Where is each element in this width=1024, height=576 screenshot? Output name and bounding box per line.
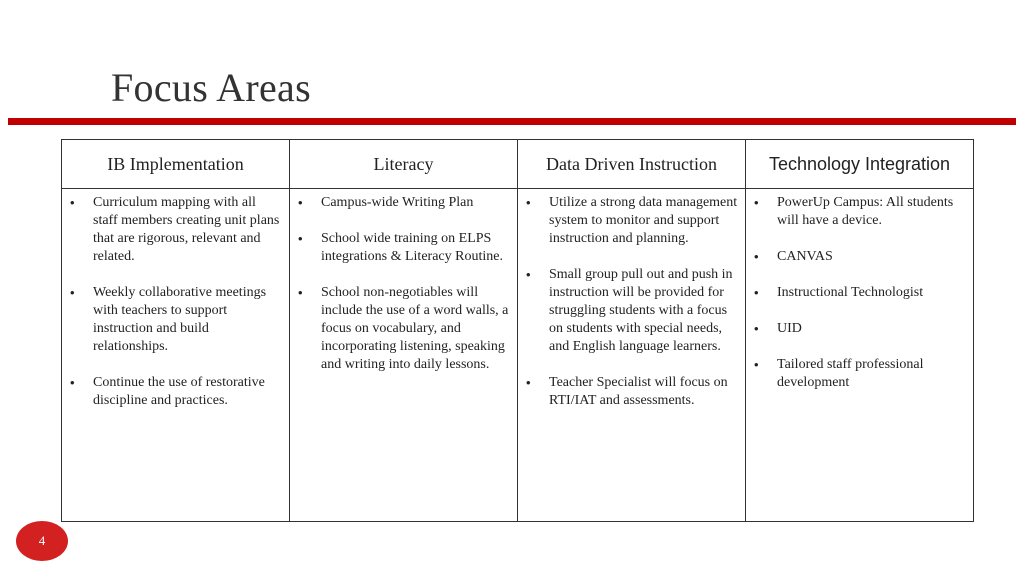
list-item <box>752 284 967 302</box>
bullet-icon: • <box>298 231 303 246</box>
column-header-ib-implementation: IB Implementation <box>62 140 290 189</box>
table-header-row <box>62 140 974 189</box>
list-item <box>296 284 511 374</box>
bullet-icon: • <box>754 195 759 210</box>
list-item <box>524 266 739 356</box>
list-item-text: CANVAS <box>777 249 833 264</box>
list-item <box>68 194 283 266</box>
list-item-text: Campus-wide Writing Plan <box>321 195 474 210</box>
list-item-text: School wide training on ELPS integrations & Literacy Routine. <box>321 231 503 264</box>
list-item-text: Small group pull out and push in instruction will be provided for struggling students with a focus on students with special needs, and English language learners. <box>549 267 733 354</box>
bullet-list <box>752 194 967 392</box>
list-item <box>524 374 739 410</box>
column-header-technology-integration: Technology Integration <box>746 140 974 189</box>
bullet-icon: • <box>754 321 759 336</box>
bullet-icon: • <box>754 285 759 300</box>
cell-literacy <box>290 189 518 522</box>
list-item-text: PowerUp Campus: All students will have a device. <box>777 195 954 228</box>
bullet-icon: • <box>70 285 75 300</box>
list-item-text: Instructional Technologist <box>777 285 924 300</box>
list-item <box>752 248 967 266</box>
bullet-list <box>296 194 511 374</box>
list-item <box>752 356 967 392</box>
list-item <box>524 194 739 248</box>
bullet-icon: • <box>298 195 303 210</box>
list-item-text: Curriculum mapping with all staff members creating unit plans that are rigorous, relevant and related. <box>93 195 280 264</box>
focus-areas-table <box>61 139 974 522</box>
bullet-icon: • <box>70 195 75 210</box>
list-item-text: Weekly collaborative meetings with teachers to support instruction and build relationships. <box>93 285 267 354</box>
page-number-badge: 4 <box>16 521 68 561</box>
bullet-icon: • <box>298 285 303 300</box>
bullet-icon: • <box>526 195 531 210</box>
list-item-text: UID <box>777 321 802 336</box>
list-item <box>296 194 511 212</box>
column-header-data-driven-instruction: Data Driven Instruction <box>518 140 746 189</box>
list-item <box>752 320 967 338</box>
list-item <box>296 230 511 266</box>
list-item <box>68 284 283 356</box>
column-header-literacy: Literacy <box>290 140 518 189</box>
bullet-icon: • <box>526 375 531 390</box>
list-item <box>68 374 283 410</box>
list-item-text: School non-negotiables will include the use of a word walls, a focus on vocabulary, and incorporating listening, speaking and writing into daily lessons. <box>321 285 509 372</box>
bullet-icon: • <box>70 375 75 390</box>
cell-technology-integration <box>746 189 974 522</box>
bullet-icon: • <box>754 357 759 372</box>
cell-ib-implementation <box>62 189 290 522</box>
list-item-text: Tailored staff professional development <box>777 357 924 390</box>
title-divider <box>8 118 1016 125</box>
bullet-list <box>524 194 739 410</box>
list-item <box>752 194 967 230</box>
cell-data-driven-instruction <box>518 189 746 522</box>
slide-title: Focus Areas <box>111 65 311 110</box>
bullet-list <box>68 194 283 410</box>
list-item-text: Utilize a strong data management system to monitor and support instruction and planning. <box>549 195 738 246</box>
list-item-text: Teacher Specialist will focus on RTI/IAT and assessments. <box>549 375 728 408</box>
list-item-text: Continue the use of restorative discipline and practices. <box>93 375 265 408</box>
table-body-row <box>62 189 974 522</box>
bullet-icon: • <box>754 249 759 264</box>
bullet-icon: • <box>526 267 531 282</box>
